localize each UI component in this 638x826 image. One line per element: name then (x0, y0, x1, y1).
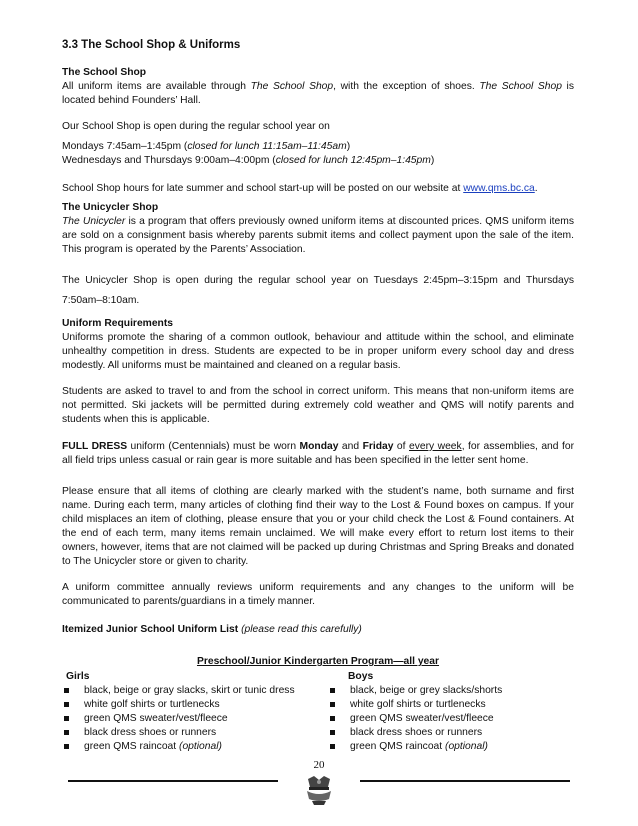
list-item: black, beige or gray slacks, skirt or tunic dress (62, 684, 302, 698)
shop-hours-wed-thu: Wednesdays and Thursdays 9:00am–4:00pm (closed for lunch 12:45pm–1:45pm) (62, 155, 435, 166)
list-item: white golf shirts or turtlenecks (62, 698, 302, 712)
list-item: black dress shoes or runners (62, 726, 302, 740)
requirements-paragraph-2: Students are asked to travel to and from the school in correct uniform. This means that non-uniform items are not permitted. Ski jackets will be permitted during extremely cold weather and QMS will notify parents and students when this is applicable. (62, 386, 574, 425)
list-item: black dress shoes or runners (328, 726, 568, 740)
page-number: 20 (313, 759, 325, 771)
footer-rule-left (68, 780, 278, 782)
requirements-paragraph-1: Uniforms promote the sharing of a common outlook, behaviour and attitude within the school, and eliminate unhealthy competition in dress. Students are expected to be in proper uniform every school day and dress modestly. All uniforms must be maintained and cleaned on a regular basis. (62, 332, 574, 371)
girls-list (62, 670, 302, 754)
unicycler-paragraph: The Unicycler is a program that offers previously owned uniform items at discounted prices. QMS uniform items are sold on a consignment basis whereby parents submit items and collect payment upon the sale of the item. This program is operated by the Parents’ Association. (62, 216, 574, 255)
shop-open-text: Our School Shop is open during the regular school year on (62, 121, 330, 132)
unicycler-hours-paragraph: The Unicycler Shop is open during the regular school year on Tuesdays 2:45pm–3:15pm and Thursdays 7:50am–8:10am. (62, 275, 574, 306)
girls-label: Girls (66, 671, 90, 682)
list-item: green QMS sweater/vest/fleece (62, 712, 302, 726)
requirements-heading: Uniform Requirements (62, 318, 173, 329)
section-title: 3.3 The School Shop & Uniforms (62, 39, 241, 51)
school-shop-heading: The School Shop (62, 67, 147, 78)
list-item: black, beige or grey slacks/shorts (328, 684, 568, 698)
school-crest-icon (304, 773, 334, 807)
list-item: green QMS raincoat (optional) (328, 740, 568, 754)
boys-label: Boys (348, 671, 374, 682)
lost-found-paragraph: Please ensure that all items of clothing are clearly marked with the student’s name, both surname and first name. During each term, many articles of clothing find their way to the Lost & Found boxes on campus. If your child misplaces an item of clothing, please ensure that you or your child check the Lost & Found containers. At the end of each term, many items remain unclaimed. We will make every effort to return lost items to their owners, however, items that are not claimed will be packed up during Christmas and Spring Breaks and donated to The Unicycler store or given to charity. (62, 486, 574, 567)
website-link[interactable]: www.qms.bc.ca (463, 183, 535, 194)
unicycler-heading: The Unicycler Shop (62, 202, 159, 213)
school-shop-paragraph: All uniform items are available through The School Shop, with the exception of shoes. The School Shop is located behind Founders’ Hall. (62, 81, 574, 106)
program-title: Preschool/Junior Kindergarten Program—all year (196, 656, 440, 667)
list-item: green QMS sweater/vest/fleece (328, 712, 568, 726)
itemized-heading: Itemized Junior School Uniform List (please read this carefully) (62, 624, 362, 635)
full-dress-paragraph: FULL DRESS uniform (Centennials) must be worn Monday and Friday of every week, for assemblies, and for all field trips unless casual or rain gear is more suitable and has been specified in the letter sent home. (62, 441, 574, 466)
footer-rule-right (360, 780, 570, 782)
shop-hours-mondays: Mondays 7:45am–1:45pm (closed for lunch 11:15am–11:45am) (62, 141, 351, 152)
uniform-committee-paragraph: A uniform committee annually reviews uniform requirements and any changes to the uniform will be communicated to parents/guardians in a timely manner. (62, 582, 574, 607)
list-item: white golf shirts or turtlenecks (328, 698, 568, 712)
boys-list (328, 670, 568, 754)
shop-website-text: School Shop hours for late summer and school start-up will be posted on our website at www.qms.bc.ca. (62, 183, 538, 194)
list-item: green QMS raincoat (optional) (62, 740, 302, 754)
